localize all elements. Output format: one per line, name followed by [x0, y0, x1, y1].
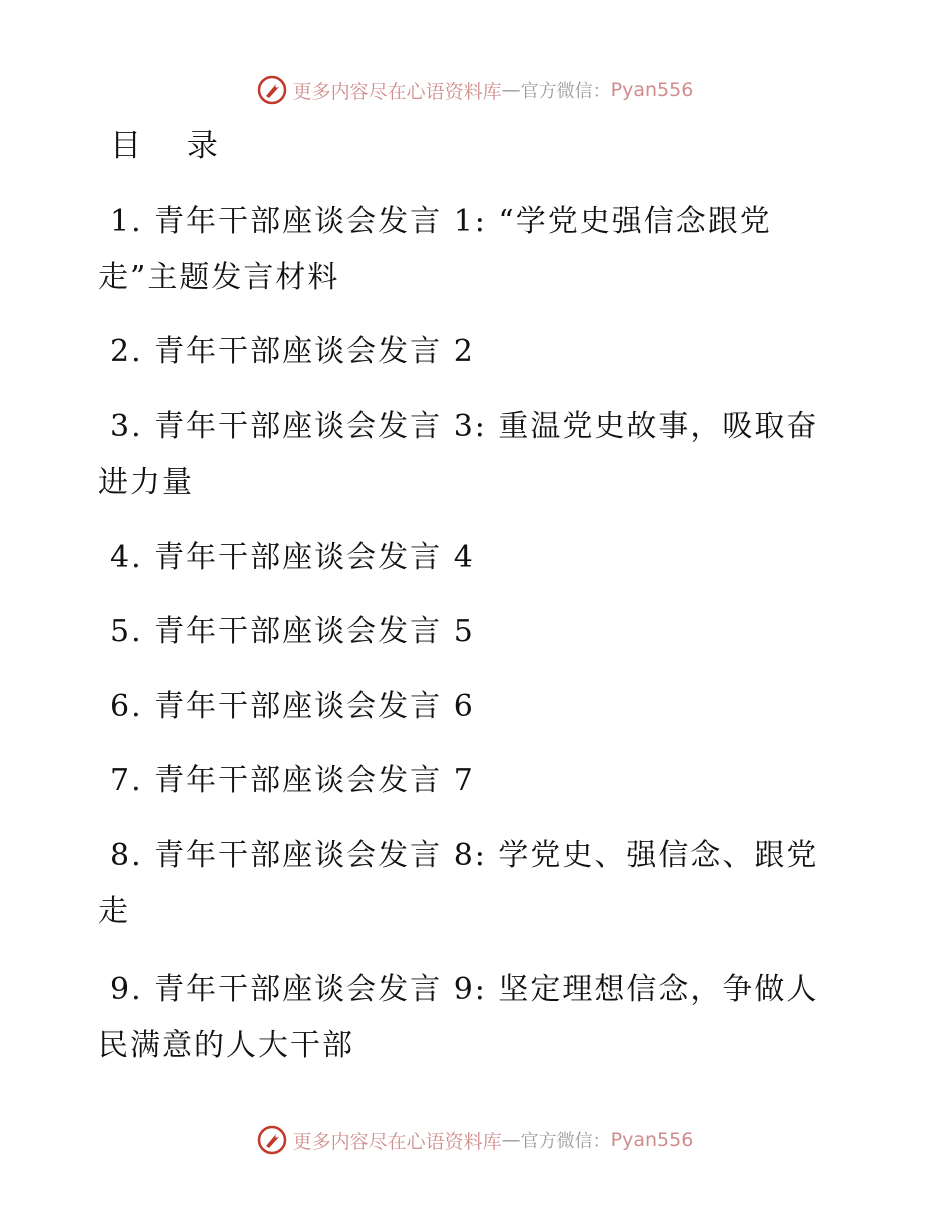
toc-item-8: 8. 青年干部座谈会发言 8: 学党史、强信念、跟党走 — [98, 838, 819, 929]
banner-dash: — — [501, 79, 521, 101]
toc-item-5: 5. 青年干部座谈会发言 5 — [110, 614, 475, 649]
toc-item-3: 3. 青年干部座谈会发言 3: 重温党史故事，吸取奋进力量 — [98, 409, 819, 500]
toc-title: 目 录 — [110, 128, 236, 164]
pen-nib-logo-icon — [257, 75, 287, 105]
toc-item-7: 7. 青年干部座谈会发言 7 — [110, 763, 475, 798]
toc-item-6: 6. 青年干部座谈会发言 6 — [110, 689, 475, 724]
banner-wechat-handle: Pyan556 — [610, 1129, 694, 1151]
toc-item-1: 1. 青年干部座谈会发言 1: “学党史强信念跟党走”主题发言材料 — [98, 204, 772, 295]
toc-item-2: 2. 青年干部座谈会发言 2 — [110, 334, 475, 369]
header-banner — [0, 70, 950, 110]
banner-dash: — — [501, 1129, 521, 1151]
banner-main-text: 更多内容尽在心语资料库 — [292, 1130, 502, 1153]
banner-main-text: 更多内容尽在心语资料库 — [292, 80, 502, 103]
banner-wechat-handle: Pyan556 — [610, 79, 694, 101]
banner-sub-text: 官方微信： — [520, 81, 611, 102]
pen-nib-logo-icon — [257, 1125, 287, 1155]
toc-item-9: 9. 青年干部座谈会发言 9: 坚定理想信念，争做人民满意的人大干部 — [98, 972, 819, 1063]
footer-banner — [0, 1120, 950, 1160]
toc-item-4: 4. 青年干部座谈会发言 4 — [110, 540, 475, 575]
banner-sub-text: 官方微信： — [520, 1131, 611, 1152]
